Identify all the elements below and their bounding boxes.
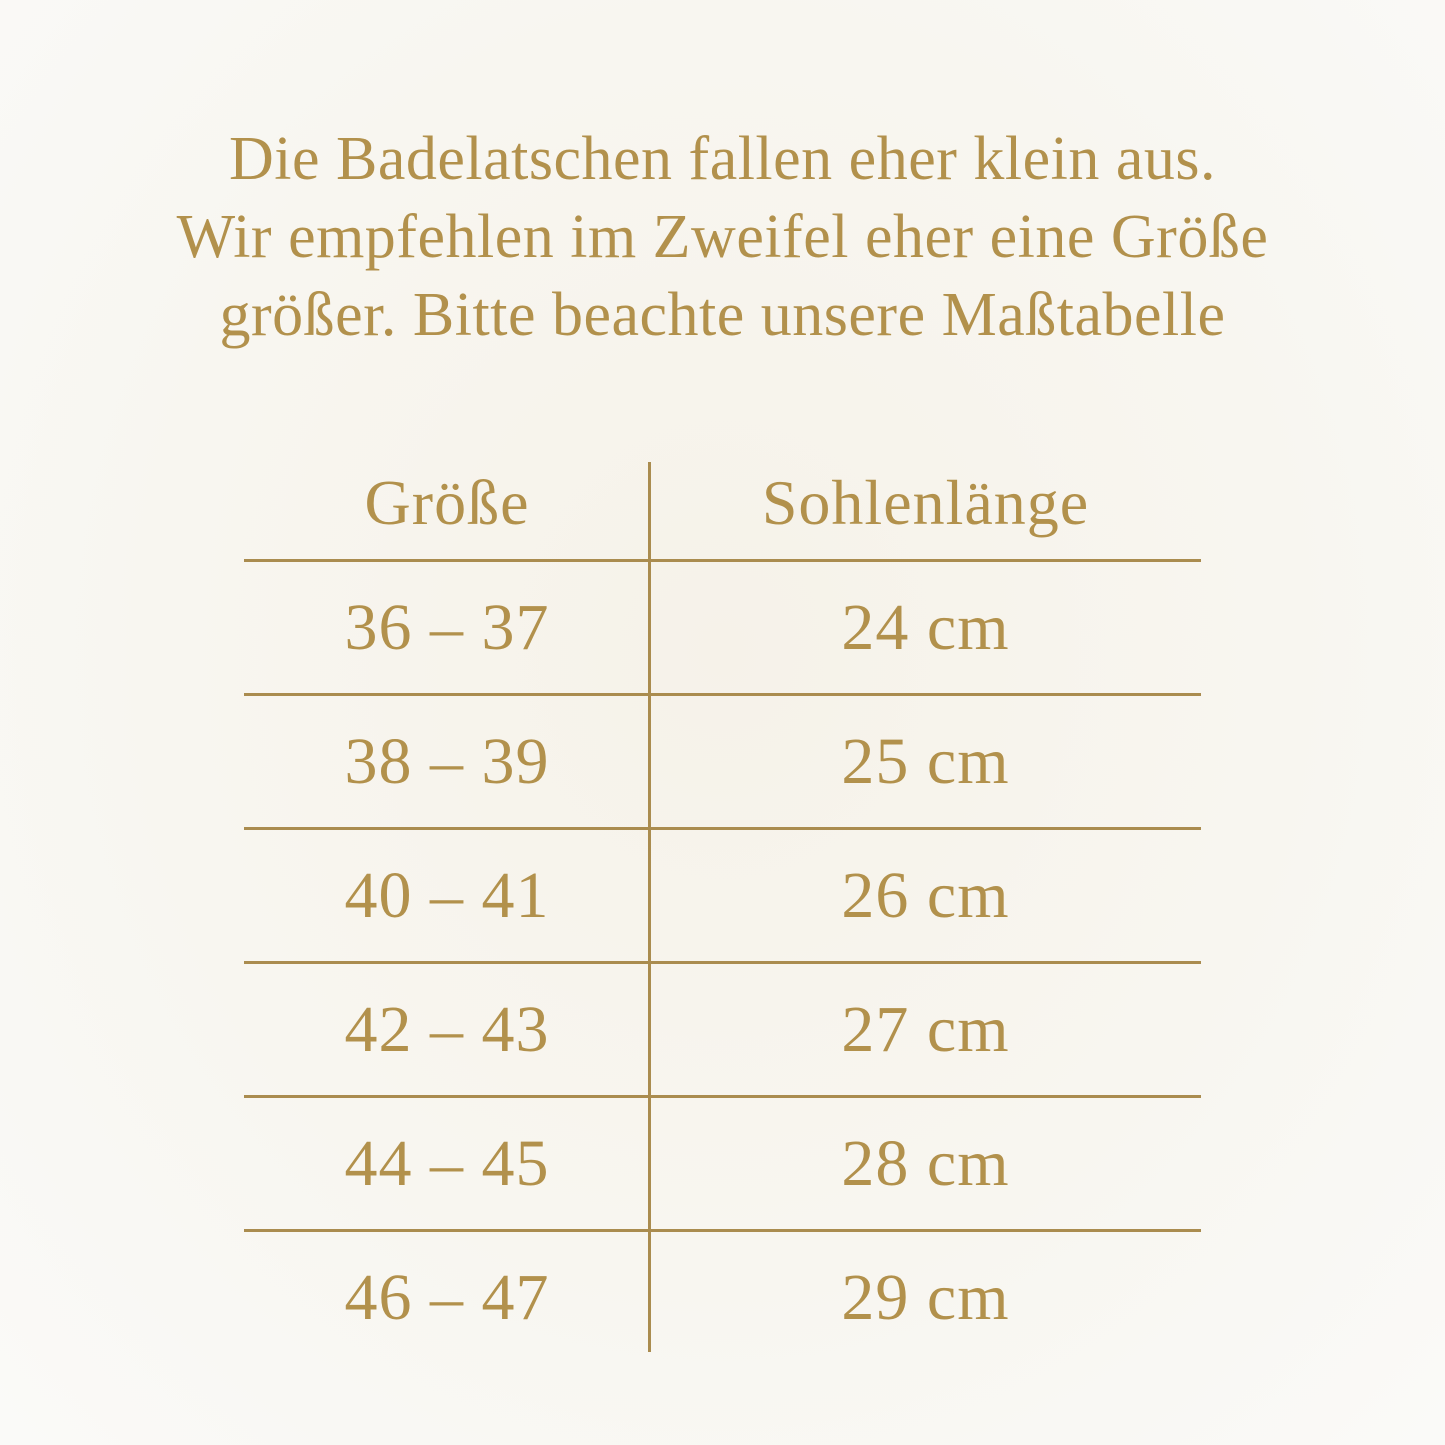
sole-length-cell: 28 cm [841,1126,1010,1200]
column-header-sole-length: Sohlenlänge [761,467,1090,538]
table-row [244,693,1201,827]
sole-length-cell: 27 cm [841,992,1010,1066]
size-note-heading [0,120,1445,354]
size-cell: 36 – 37 [344,590,550,664]
sole-length-cell: 24 cm [841,590,1010,664]
column-divider-line [648,462,651,1352]
column-header-size: Größe [364,467,530,538]
size-cell: 42 – 43 [344,992,550,1066]
size-cell: 40 – 41 [344,858,550,932]
size-chart-table [244,462,1201,1363]
table-row [244,961,1201,1095]
table-row [244,827,1201,961]
table-header-row [244,462,1201,559]
table-row [244,559,1201,693]
sole-length-cell: 26 cm [841,858,1010,932]
table-row [244,1095,1201,1229]
sole-length-cell: 25 cm [841,724,1010,798]
sole-length-cell: 29 cm [841,1260,1010,1334]
size-note-line-2: Wir empfehlen im Zweifel eher eine Größe [176,203,1269,271]
size-cell: 46 – 47 [344,1260,550,1334]
size-note-line-3: größer. Bitte beachte unsere Maßtabelle [219,281,1226,349]
size-cell: 38 – 39 [344,724,550,798]
size-note-line-1: Die Badelatschen fallen eher klein aus. [229,125,1216,193]
table-row [244,1229,1201,1363]
size-cell: 44 – 45 [344,1126,550,1200]
